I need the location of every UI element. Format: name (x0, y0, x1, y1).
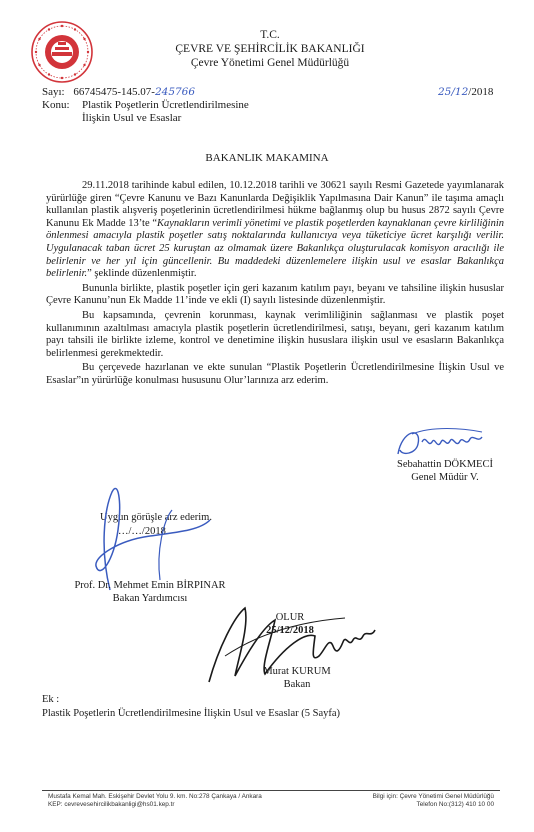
konu-label: Konu: (42, 99, 70, 111)
sayi-value: 66745475-145.07- (73, 86, 155, 98)
approver-title: Bakan Yardımcısı (112, 592, 188, 604)
letterhead-ministry: ÇEVRE VE ŞEHİRCİLİK BAKANLIĞI (175, 43, 365, 55)
footer-info: Bilgi için: Çevre Yönetimi Genel Müdürlüğü (372, 793, 494, 800)
p1-text: 29.11.2018 tarihinde kabul edilen, 10.12.2018 tarihli ve 30621 sayılı Resmi Gazetede yayımlanarak yürürlüğe giren “Çevre Kanunu ve Bazı Kanunlarda Değişiklik Yapılmasına Dair Kanun” ile taşıma amaçlı kullanılan plastik alışveriş poşetlerinin ücretlendirilmesi hükme bağlanmış olup bu husus 2872 sayılı Çevre Kanunu Ek Madde 13’te “ (46, 180, 504, 229)
p1-quote: Kaynakların verimli yönetimi ve plastik poşetlerden kaynaklanan çevre kirliliğinin önlenmesi amacıyla plastik poşetler satış noktalarında kullanıcıya veya tüketiciye ücret karşılığı verilir. Uygulanacak taban ücret 25 kuruştan az olmamak üzere Bakanlıkça oluşturulacak komisyon aracılığı ile belirlenir ve her yıl için güncellenir. Bu maddedeki düzenlemelere ilişkin usul ve esaslar Bakanlıkça belirlenir. (46, 217, 504, 280)
body-paragraph-2: Bununla birlikte, plastik poşetler için geri kazanım katılım payı, beyanı ve tahsiline ilişkin hususlar Çevre Kanunu’nun Ek Madde 11’inde ve ekli (I) sayılı listesinde düzenlenmiştir. (46, 282, 504, 307)
olur-label: OLUR (275, 612, 305, 623)
footer-rule (42, 790, 500, 791)
signature-dokmeci (392, 424, 502, 460)
olur-title: Bakan (283, 678, 311, 690)
sayi-label: Sayı: (42, 86, 65, 98)
footer-right (373, 793, 494, 809)
date-suffix: /2018 (468, 86, 494, 98)
sayi-handwritten: 245766 (154, 86, 196, 98)
olur-date: 25/12/2018 (266, 625, 314, 636)
footer-kep: KEP: cevrevesehircilikbakanligi@hs01.kep.tr (48, 801, 175, 808)
signer1-title: Genel Müdür V. (411, 471, 479, 483)
document-date (438, 86, 493, 99)
p1-end: ” şeklinde düzenlenmiştir. (87, 268, 197, 280)
letter-body (46, 180, 504, 390)
approver-name: Prof. Dr. Mehmet Emin BİRPINAR (74, 580, 226, 591)
olur-name: Murat KURUM (263, 666, 331, 677)
letterhead (150, 28, 390, 70)
signer1-name: Sebahattin DÖKMECİ (397, 459, 493, 470)
attachments-block (42, 694, 340, 720)
footer-left (48, 793, 262, 809)
letterhead-directorate: Çevre Yönetimi Genel Müdürlüğü (190, 57, 350, 69)
olur-signer-block (252, 666, 342, 691)
date-handwritten: 25/12 (438, 86, 469, 98)
body-paragraph-4: Bu çerçevede hazırlanan ve ekte sunulan “Plastik Poşetlerin Ücretlendirilmesine İlişkin Usul ve Esaslar”ın yürürlüğe konulması hususunu Olur’larınıza arz ederim. (46, 362, 504, 386)
approval-text: Uygun görüşle arz ederim. (100, 512, 212, 523)
konu-line1: Plastik Poşetlerin Ücretlendirilmesine (82, 99, 249, 111)
attachments-item: Plastik Poşetlerin Ücretlendirilmesine İlişkin Usul ve Esaslar (5 Sayfa) (42, 707, 341, 719)
document-number (42, 86, 195, 99)
body-paragraph-3: Bu kapsamında, çevrenin korunması, kaynak verimliliğinin sağlanması ve plastik poşet kullanımının azaltılması amacıyla plastik poşetlerin ücretlendirilmesi, satışı, beyanı, geri kazanım katılım payı tahsili ile birlikte izleme, kontrol ve denetimine ilişkin hususlara ilişkin usul ve esasların Bakanlıkça belirlenmesi gerekmektedir. (46, 309, 504, 359)
subject-block (42, 99, 249, 125)
footer-phone: Telefon No:(312) 410 10 00 (416, 801, 494, 808)
signer1-block (380, 459, 510, 484)
footer-address: Mustafa Kemal Mah. Eskişehir Devlet Yolu 9. km. No:278 Çankaya / Ankara (48, 793, 262, 800)
body-paragraph-1 (46, 180, 504, 281)
attachments-label: Ek : (42, 694, 60, 705)
letterhead-line-tc: T.C. (260, 29, 280, 41)
addressee-heading: BAKANLIK MAKAMINA (205, 152, 329, 164)
konu-line2: İlişkin Usul ve Esaslar (82, 112, 182, 124)
ministry-seal-logo (30, 20, 94, 84)
approval-date: …/…/2018 (118, 526, 166, 537)
